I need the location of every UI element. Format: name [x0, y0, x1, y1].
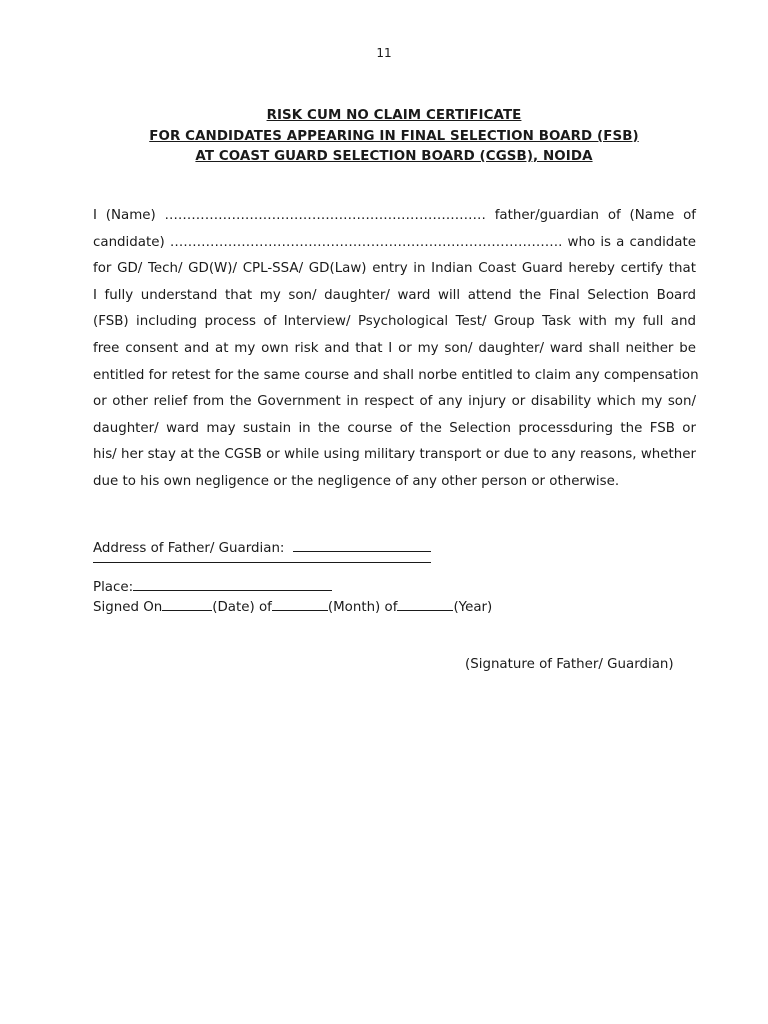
place-row	[93, 578, 332, 595]
body-line: due to his own negligence or the negligence of any other person or otherwise.	[93, 473, 620, 489]
body-line: for GD/ Tech/ GD(W)/ CPL-SSA/ GD(Law) entry in Indian Coast Guard hereby certify that	[93, 261, 696, 277]
page-number: 11	[376, 46, 392, 60]
body-line: his/ her stay at the CGSB or while using military transport or due to any reasons, whether	[93, 447, 696, 463]
body-line: I (Name) ……………………………………………………………… father/guardian of (Name of	[93, 208, 696, 223]
place-label: Place:	[93, 580, 134, 595]
body-line: candidate) ……………………………………………………………………………. who is a candidate	[93, 234, 696, 250]
address-blank[interactable]	[293, 539, 431, 552]
signed-on-row	[93, 598, 492, 615]
year-blank[interactable]	[397, 598, 453, 611]
title-line-2: FOR CANDIDATES APPEARING IN FINAL SELECTION BOARD (FSB)	[149, 128, 639, 144]
month-label: (Month) of	[327, 600, 398, 615]
year-label: (Year)	[453, 600, 493, 615]
date-blank[interactable]	[162, 598, 212, 611]
address-label: Address of Father/ Guardian:	[93, 541, 285, 556]
body-line: I fully understand that my son/ daughter/ ward will attend the Final Selection Board	[93, 287, 696, 303]
body-line: (FSB) including process of Interview/ Psychological Test/ Group Task with my full and	[93, 314, 696, 330]
title-line-1: RISK CUM NO CLAIM CERTIFICATE	[266, 108, 522, 123]
body-line: or other relief from the Government in respect of any injury or disability which my son/	[93, 394, 696, 410]
title-line-3: AT COAST GUARD SELECTION BOARD (CGSB), NOIDA	[195, 149, 593, 164]
date-label: (Date) of	[212, 600, 272, 615]
signed-on-label: Signed On	[93, 600, 163, 615]
month-blank[interactable]	[272, 598, 328, 611]
place-blank[interactable]	[133, 578, 332, 591]
certificate-title	[0, 106, 768, 168]
body-line: entitled for retest for the same course and shall norbe entitled to claim any compensation	[93, 367, 699, 383]
certificate-body	[93, 203, 699, 496]
body-line: free consent and at my own risk and that I or my son/ daughter/ ward shall neither be	[93, 340, 696, 356]
address-row	[93, 539, 431, 556]
body-line: daughter/ ward may sustain in the course of the Selection processduring the FSB or	[93, 420, 696, 436]
signature-label: (Signature of Father/ Guardian)	[465, 657, 674, 672]
address-blank-line-2[interactable]	[93, 562, 431, 563]
